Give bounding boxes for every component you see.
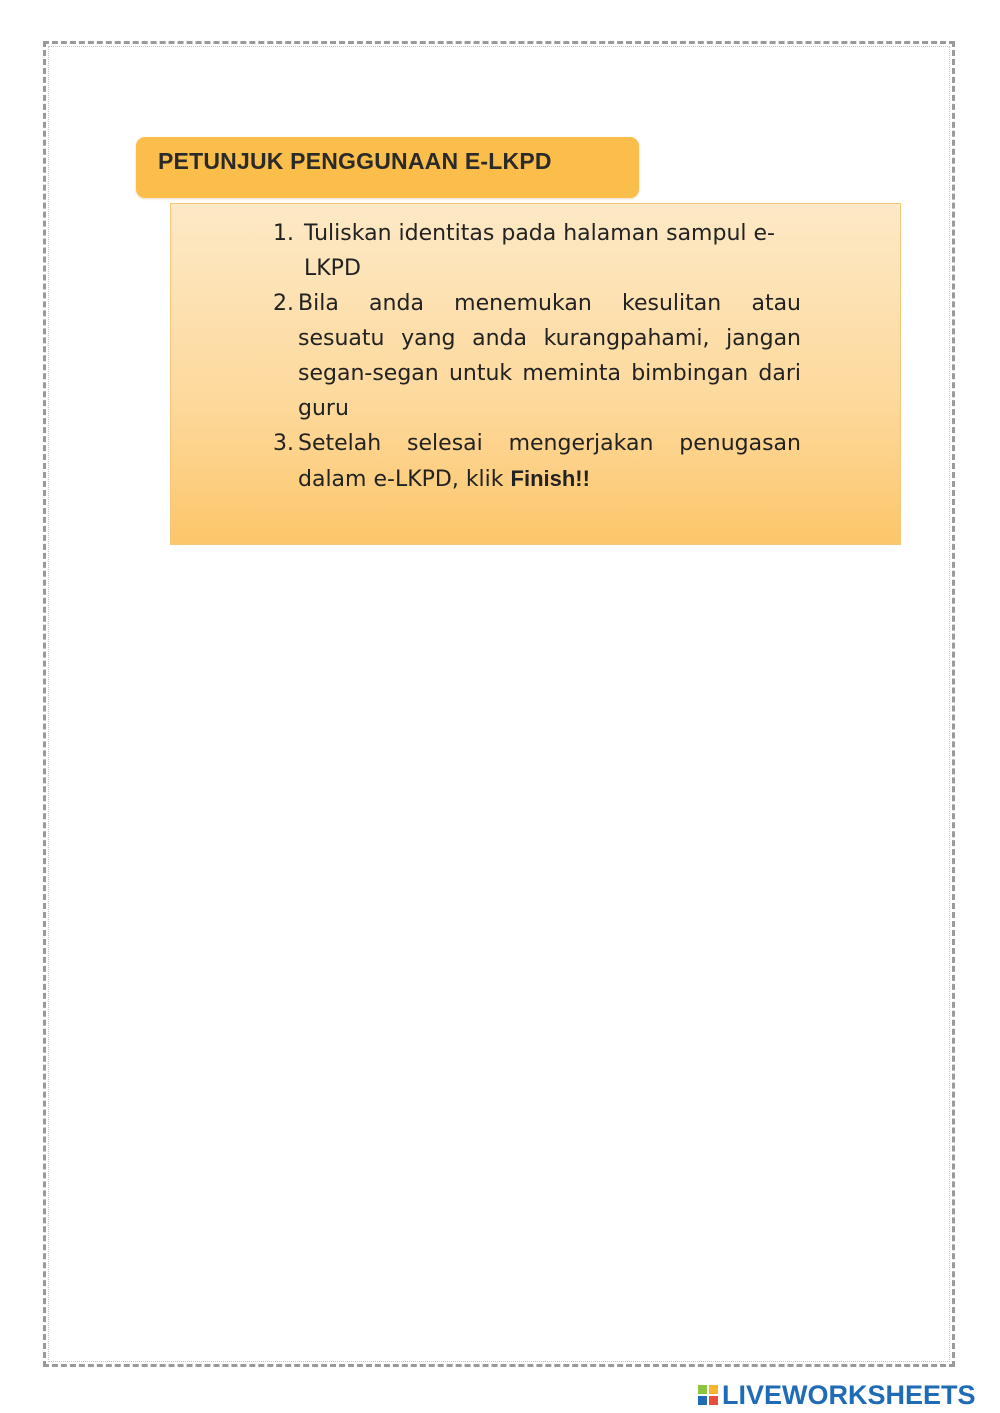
instruction-item-1 [273, 216, 801, 286]
liveworksheets-logo-icon [697, 1384, 719, 1406]
watermark-text: LIVEWORKSHEETS [722, 1379, 976, 1410]
instruction-text: Tuliskan identitas pada halaman sampul e-LKPD [304, 221, 775, 281]
instruction-number: 3. [273, 431, 294, 456]
instructions-box [170, 203, 901, 545]
page-title: PETUNJUK PENGGUNAAN E-LKPD [158, 148, 552, 174]
instructions-list [273, 216, 801, 497]
instruction-item-3 [273, 426, 801, 497]
title-tab [136, 137, 639, 198]
instruction-number: 1. [273, 221, 294, 246]
finish-keyword: Finish!! [510, 466, 590, 491]
instruction-text: Setelah selesai mengerjakan penugasan dalam e-LKPD, klik [298, 431, 801, 492]
instruction-number: 2. [273, 291, 294, 316]
liveworksheets-watermark [697, 1378, 976, 1412]
instruction-item-2 [273, 286, 801, 426]
instruction-text: Bila anda menemukan kesulitan atau sesuatu yang anda kurangpahami, jangan segan-segan untuk meminta bimbingan dari guru [298, 291, 801, 421]
